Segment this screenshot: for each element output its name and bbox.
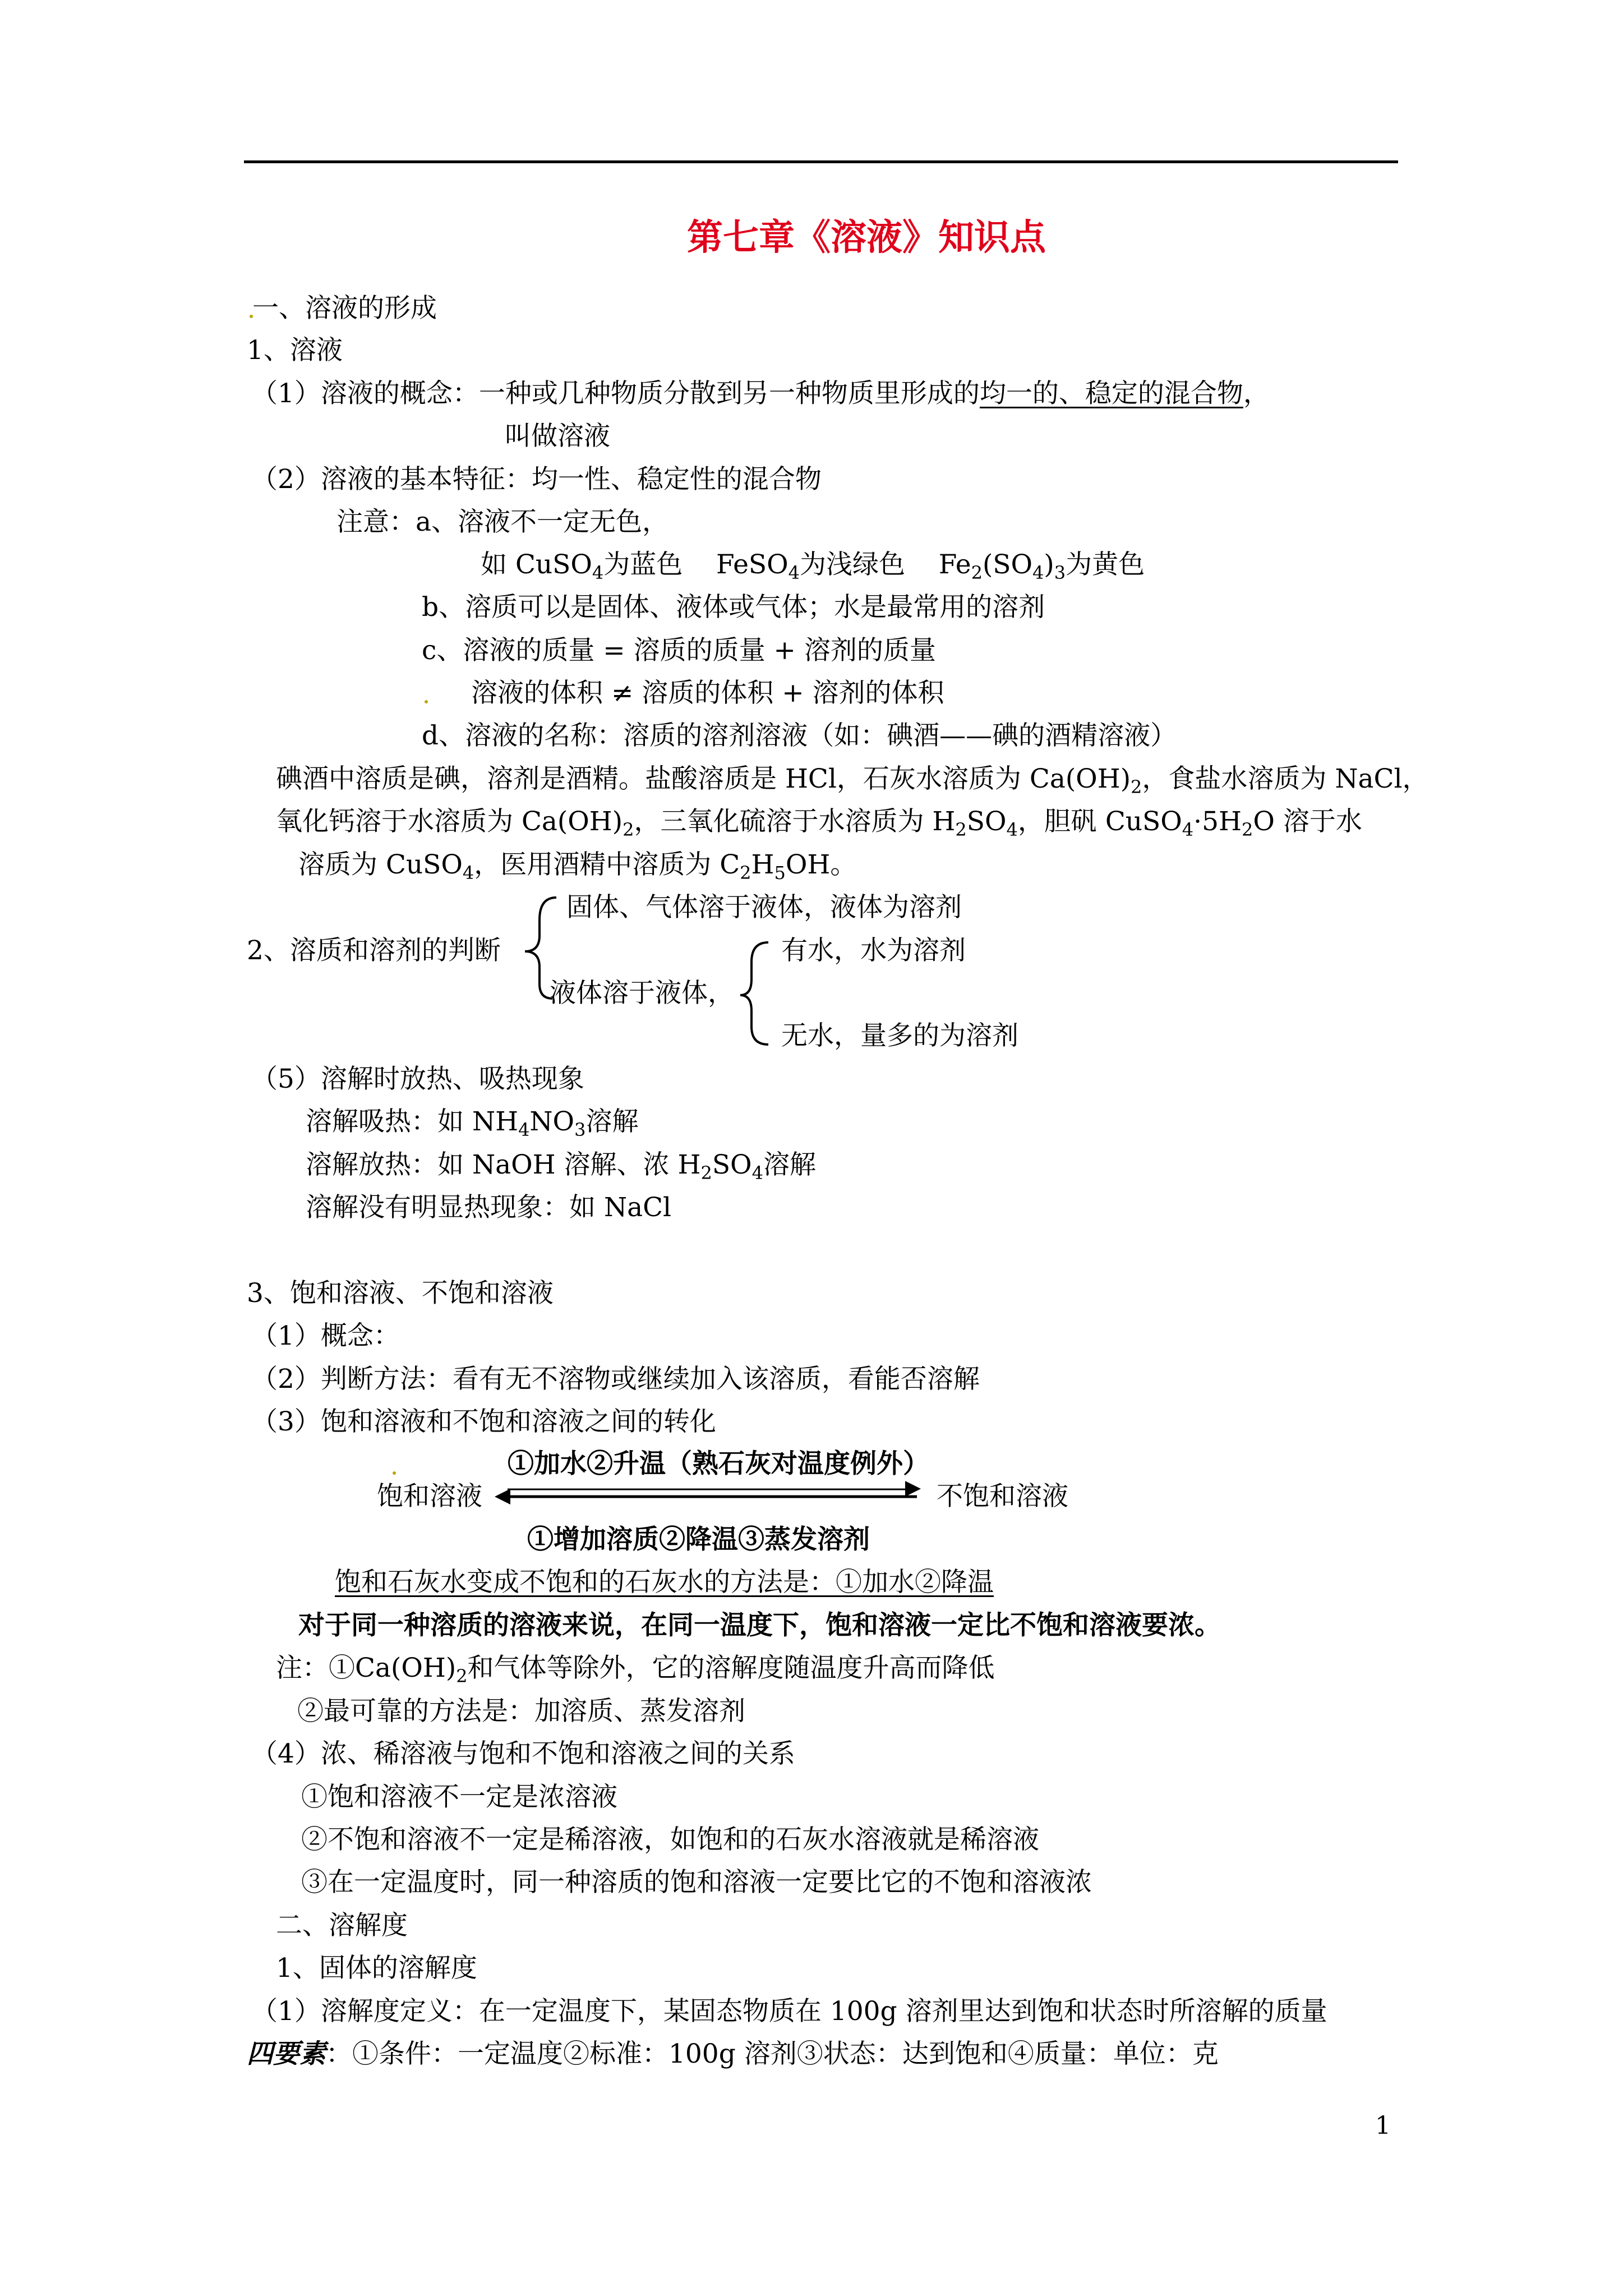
inner-brace: [740, 942, 768, 1045]
arrow-label-top: ①加水②升温（熟石灰对温度例外）: [508, 1448, 929, 1479]
concept-item: （1）概念：: [251, 1320, 400, 1351]
note-a: 注意：a、溶液不一定无色，: [336, 507, 669, 537]
judge-heading: 2、溶质和溶剂的判断: [247, 935, 501, 966]
arrow-label-bottom: ①增加溶质②降温③蒸发溶剂: [527, 1524, 870, 1555]
judge-method: （2）判断方法：看有无不溶物或继续加入该溶质，看能否溶解: [251, 1364, 980, 1395]
page-number: 1: [1375, 2111, 1391, 2140]
four-elements: 四要素：①条件：一定温度②标准：100g 溶剂③状态：达到饱和④质量：单位：克: [247, 2039, 1219, 2069]
relationship-2: ②不饱和溶液不一定是稀溶液，如饱和的石灰水溶液就是稀溶液: [301, 1824, 1039, 1855]
judge-without-water: 无水，量多的为溶剂: [781, 1020, 1018, 1051]
relationship-3: ③在一定温度时，同一种溶质的饱和溶液一定要比它的不饱和溶液浓: [301, 1867, 1092, 1898]
heat-heading: （5）溶解时放热、吸热现象: [251, 1064, 584, 1094]
relationship-heading: （4）浓、稀溶液与饱和不饱和溶液之间的关系: [251, 1738, 795, 1769]
limewater-method: 饱和石灰水变成不饱和的石灰水的方法是：①加水②降温: [335, 1567, 994, 1598]
judge-with-water: 有水，水为溶剂: [781, 935, 966, 966]
judge-branch-solid-gas: 固体、气体溶于液体，液体为溶剂: [566, 892, 962, 923]
feature-line: （2）溶液的基本特征：均一性、稳定性的混合物: [251, 464, 822, 495]
concept-line: （1）溶液的概念：一种或几种物质分散到另一种物质里形成的均一的、稳定的混合物，: [251, 378, 1270, 409]
note-reliable-method: ②最可靠的方法是：加溶质、蒸发溶剂: [297, 1696, 745, 1727]
section-heading: 一、溶液的形成: [252, 293, 437, 324]
unsaturated-solution-label: 不饱和溶液: [937, 1481, 1068, 1512]
section-2-heading: 二、溶解度: [276, 1910, 408, 1941]
relationship-1: ①饱和溶液不一定是浓溶液: [301, 1782, 617, 1812]
saturated-solution-label: 饱和溶液: [377, 1481, 482, 1512]
judge-branch-liquid: 液体溶于液体，: [550, 978, 734, 1009]
solubility-definition: （1）溶解度定义：在一定温度下，某固态物质在 100g 溶剂里达到饱和状态时所溶解的质量: [251, 1996, 1327, 2027]
subsection-heading: 1、溶液: [247, 335, 343, 366]
solute-examples-1: 碘酒中溶质是碘，溶剂是酒精。盐酸溶质是 HCl，石灰水溶质为 $Ca(OH)_2$，食盐水溶质为 NaCl，: [276, 763, 1429, 798]
heat-absorb: 溶解吸热：如 $NH_4NO_3$溶解: [306, 1106, 639, 1140]
solute-examples-3: 溶质为 CuSO$_4$，医用酒精中溶质为 $C_2H_5OH$。: [298, 849, 857, 884]
note-b: b、溶质可以是固体、液体或气体；水是最常用的溶剂: [422, 592, 1045, 623]
note-exception: 注：$①Ca(OH)_2$和气体等除外，它的溶解度随温度升高而降低: [276, 1653, 995, 1687]
bullet-dot: [393, 1471, 396, 1475]
note-d: d、溶液的名称：溶质的溶剂溶液（如：碘酒——碘的酒精溶液）: [422, 720, 1177, 751]
page-title: 第七章《溶液》知识点: [687, 217, 1046, 259]
color-examples: 如 CuSO$_4$为蓝色 FeSO$_4$为浅绿色 $Fe_2(SO_4)_3$为黄色: [481, 549, 1145, 583]
arrow-head-left: [495, 1489, 510, 1504]
underlined-key-phrase: 均一的、稳定的混合物: [979, 378, 1243, 409]
heat-release: 溶解放热：如 NaOH 溶解、浓 $H_2SO_4$溶解: [306, 1149, 816, 1184]
solid-solubility-heading: 1、固体的溶解度: [276, 1953, 477, 1984]
concept-line-cont: 叫做溶液: [505, 421, 610, 452]
heat-none: 溶解没有明显热现象：如 NaCl: [306, 1192, 672, 1223]
section-3-heading: 3、饱和溶液、不饱和溶液: [247, 1278, 554, 1309]
solute-examples-2: 氧化钙溶于水溶质为 $Ca(OH)_2$，三氧化硫溶于水溶质为 $H_2SO_4$，胆矾 $CuSO_4\cdot 5H_2O$ 溶于水: [276, 806, 1362, 840]
concentration-rule: 对于同一种溶质的溶液来说，在同一温度下，饱和溶液一定比不饱和溶液要浓。: [298, 1610, 1221, 1641]
note-c-volume: 溶液的体积 ≠ 溶质的体积 + 溶剂的体积: [471, 678, 944, 708]
left-brace: [525, 898, 556, 999]
conversion-heading: （3）饱和溶液和不饱和溶液之间的转化: [251, 1406, 716, 1437]
note-c: c、溶液的质量 = 溶质的质量 + 溶剂的质量: [422, 635, 936, 666]
